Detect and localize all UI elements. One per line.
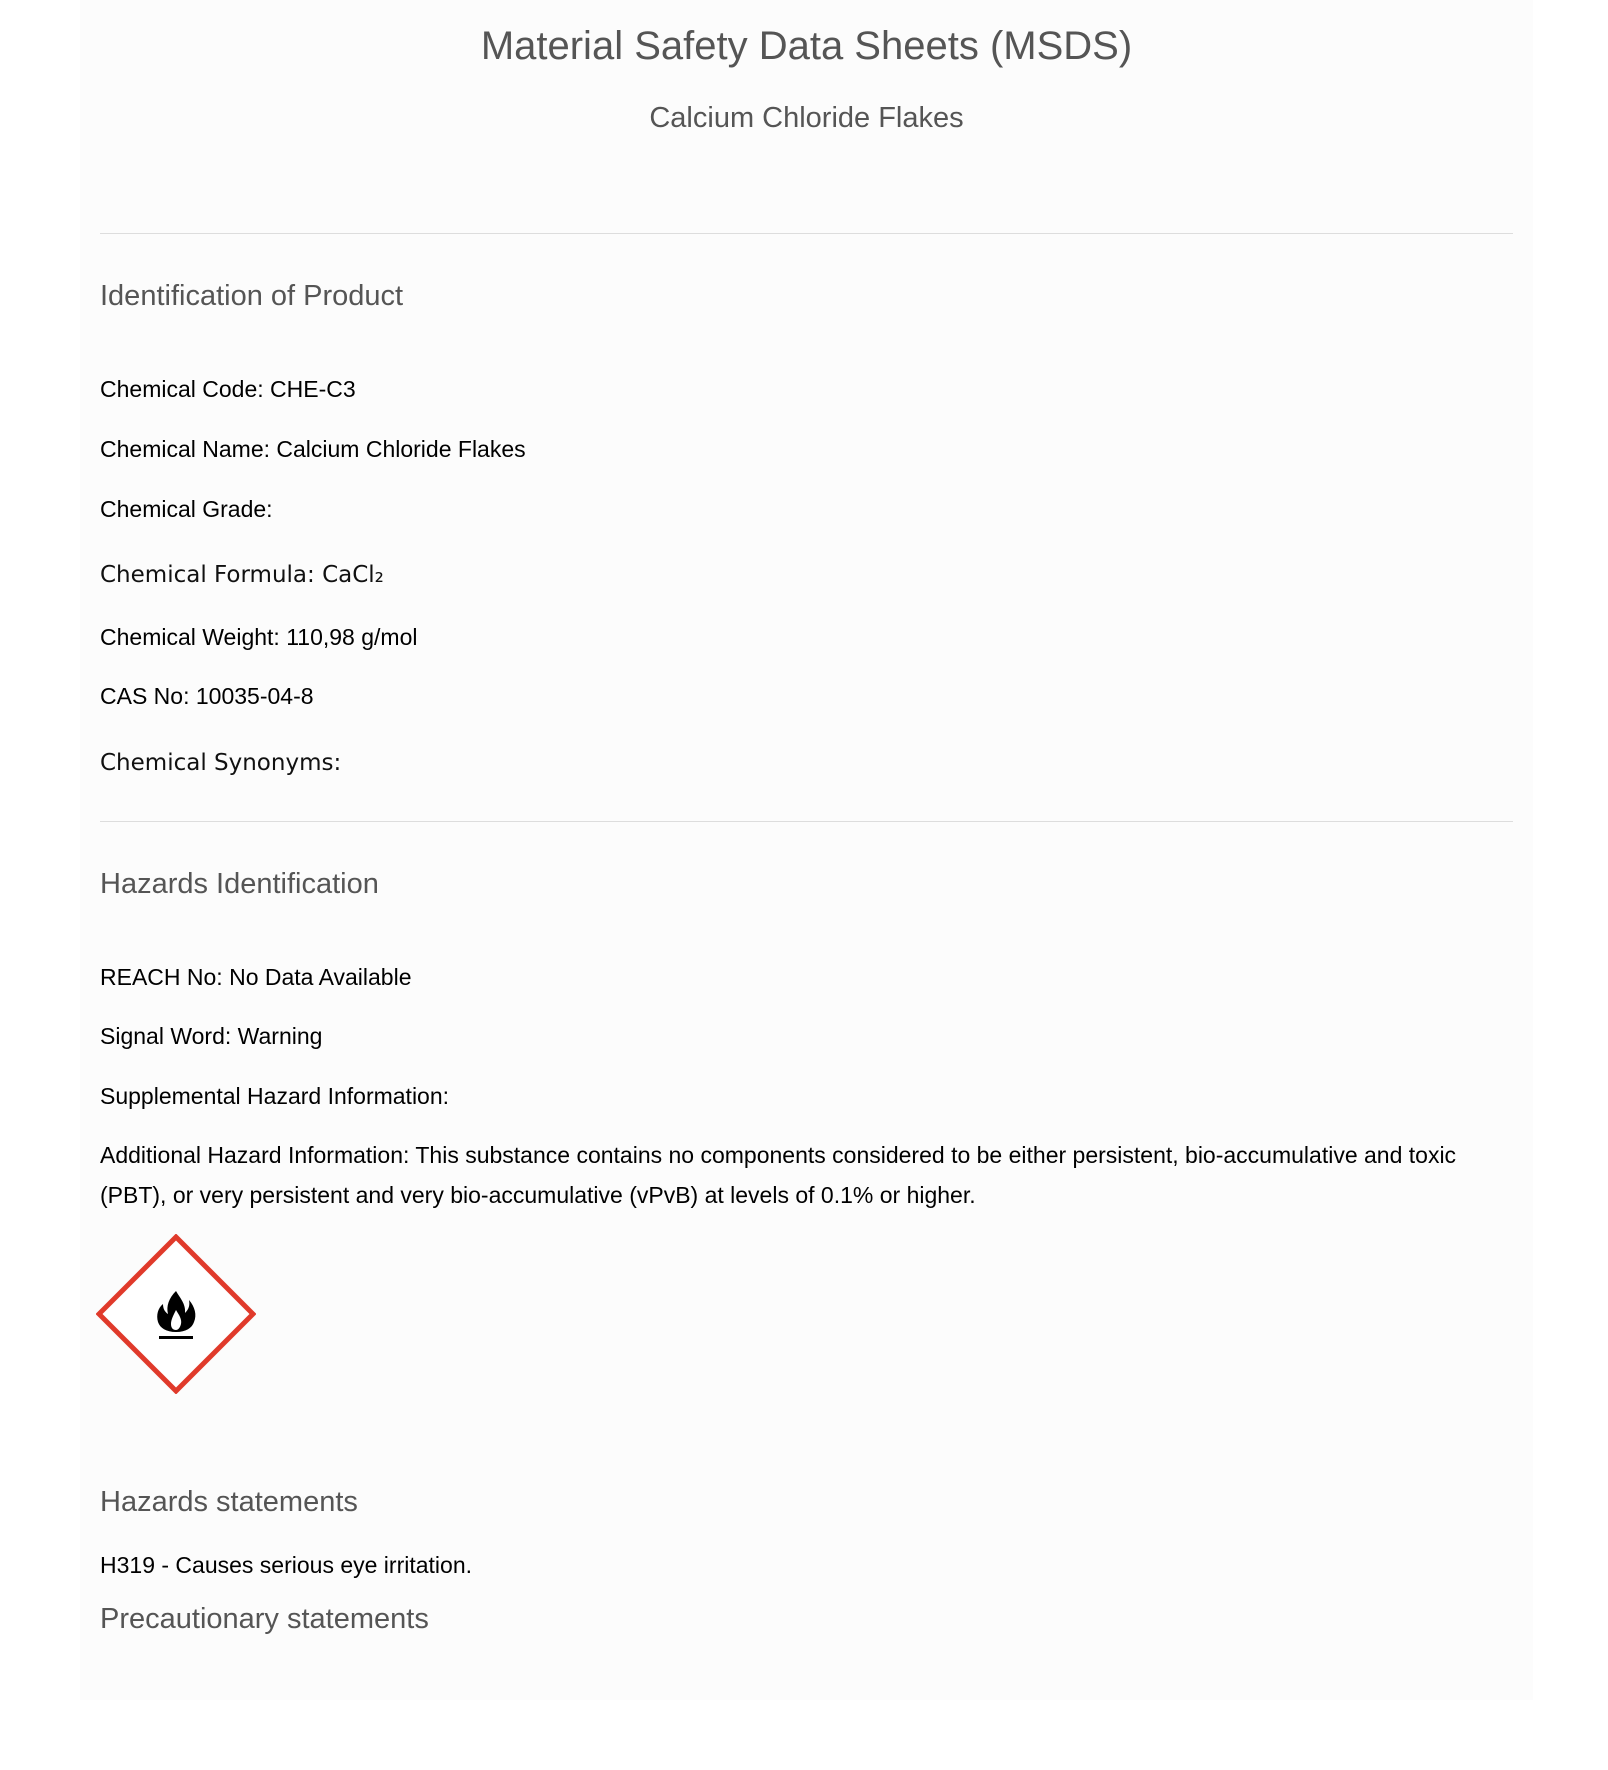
signal-word: Signal Word: Warning	[100, 1023, 323, 1049]
divider	[100, 233, 1513, 234]
cas-number: CAS No: 10035-04-8	[100, 683, 314, 709]
page-subtitle: Calcium Chloride Flakes	[649, 102, 964, 134]
ghs-flammable-pictogram	[96, 1234, 256, 1394]
section-title-hazards: Hazards Identification	[100, 868, 379, 900]
chemical-grade: Chemical Grade:	[100, 496, 273, 522]
page-title: Material Safety Data Sheets (MSDS)	[480, 24, 1133, 68]
reach-number: REACH No: No Data Available	[100, 964, 412, 990]
flame-icon	[96, 1234, 256, 1394]
divider	[100, 821, 1513, 822]
supplemental-hazard-info: Supplemental Hazard Information:	[100, 1083, 450, 1109]
chemical-code: Chemical Code: CHE-C3	[100, 376, 356, 402]
chemical-weight: Chemical Weight: 110,98 g/mol	[100, 624, 418, 650]
chemical-synonyms: Chemical Synonyms:	[100, 750, 342, 776]
chemical-formula: Chemical Formula: CaCl₂	[100, 562, 384, 588]
section-title-identification: Identification of Product	[100, 280, 404, 312]
additional-hazard-info: Additional Hazard Information: This substance contains no components considered to be either persistent, bio-accumulative and toxic (PBT), or very persistent and very bio-accumulative (vPvB) at levels of 0.1% or higher.	[100, 1142, 1457, 1208]
section-title-precautionary-statements: Precautionary statements	[100, 1603, 429, 1635]
hazard-statement-h319: H319 - Causes serious eye irritation.	[100, 1552, 472, 1578]
chemical-name: Chemical Name: Calcium Chloride Flakes	[100, 436, 526, 462]
section-title-hazard-statements: Hazards statements	[100, 1486, 358, 1518]
msds-sheet	[80, 0, 1533, 1700]
